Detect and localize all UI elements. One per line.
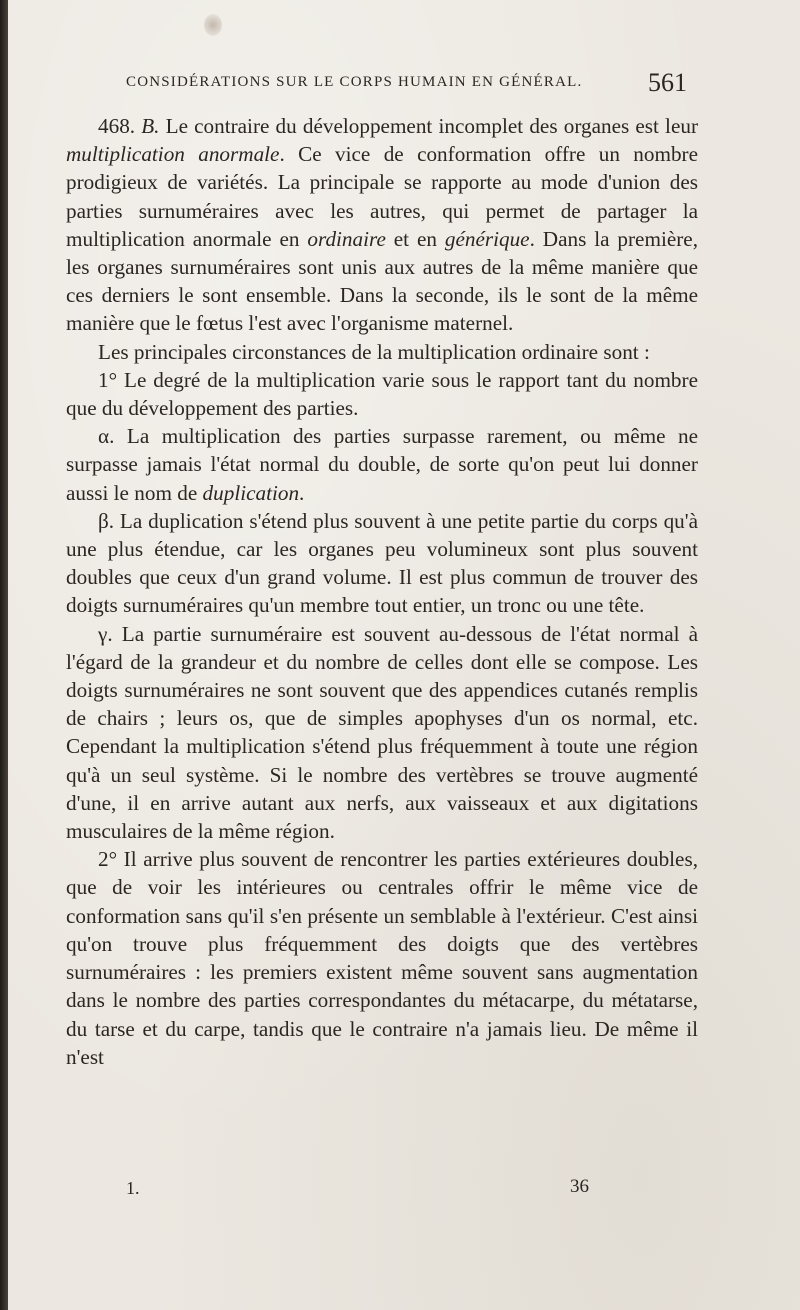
book-page — [8, 0, 800, 1310]
paragraph-468: 468. B. Le contraire du développement incomplet des organes est leur multiplication anormale. Ce vice de conformation offre un nombre prodigieux de variétés. La principale se rapporte au mode d'union des parties surnuméraires avec les autres, qui permet de partager la multiplication anormale en ordinaire et en générique. Dans la première, les organes surnuméraires sont unis aux autres de la même manière que ces derniers le sont ensemble. Dans la seconde, ils le sont de la même manière que le fœtus l'est avec l'organisme maternel. — [66, 114, 699, 336]
section-letter: B. — [141, 114, 160, 138]
running-head: CONSIDÉRATIONS SUR LE CORPS HUMAIN EN GÉNÉRAL. — [126, 74, 583, 90]
term-generique: générique — [444, 226, 530, 251]
term-multiplication-anormale: multiplication anormale — [66, 142, 280, 167]
ink-smudge — [204, 14, 222, 36]
signature-mark: 1. — [126, 1178, 140, 1198]
paragraph-degre: 1° Le degré de la multiplication varie sous le rapport tant du nombre que du développement des parties. — [66, 367, 698, 421]
sheet-number: 36 — [570, 1176, 589, 1197]
body-text — [66, 112, 698, 1071]
term-duplication: duplication — [202, 480, 300, 505]
term-ordinaire: ordinaire — [307, 226, 386, 251]
page-edge-shadow — [0, 0, 8, 1310]
paragraph-gamma: γ. La partie surnuméraire est souvent au-dessous de l'état normal à l'égard de la grandeur et du nombre de celles dont elle se compose. Les doigts surnuméraires ne sont souvent que des appendices cutanés remplis de chairs ; leurs os, que de simples apophyses d'un os normal, etc. Cependant la multiplication s'étend plus fréquemment à toute une région qu'à un seul système. Si le nombre des vertèbres se trouve augmenté d'une, il en arrive autant aux nerfs, aux vaisseaux et aux digitations musculaires de la même région. — [66, 621, 698, 844]
paragraph-alpha: α. La multiplication des parties surpasse rarement, ou même ne surpasse jamais l'état normal du double, de sorte qu'on peut lui donner aussi le nom de duplication. — [66, 424, 698, 505]
page-number: 561 — [648, 68, 687, 97]
paragraph-circonstances: Les principales circonstances de la multiplication ordinaire sont : — [98, 339, 650, 364]
paragraph-beta: β. La duplication s'étend plus souvent à une petite partie du corps qu'à une plus étendue, car les organes peu volumineux sont plus souvent doubles que ceux d'un grand volume. Il est plus commun de trouver des doigts surnuméraires qu'un membre tout entier, un tronc ou une tête. — [66, 508, 698, 618]
paragraph-parties-exterieures: 2° Il arrive plus souvent de rencontrer les parties extérieures doubles, que de voir les intérieures ou centrales offrir le même vice de conformation sans qu'il s'en présente un semblable à l'extérieur. C'est ainsi qu'on trouve plus fréquemment des doigts que des vertèbres surnuméraires : les premiers existent même souvent sans augmentation dans le nombre des parties correspondantes du métacarpe, du métatarse, du tarse et du carpe, tandis que le contraire n'a jamais lieu. De même il n'est — [66, 847, 698, 1069]
section-number: 468. — [98, 114, 142, 138]
